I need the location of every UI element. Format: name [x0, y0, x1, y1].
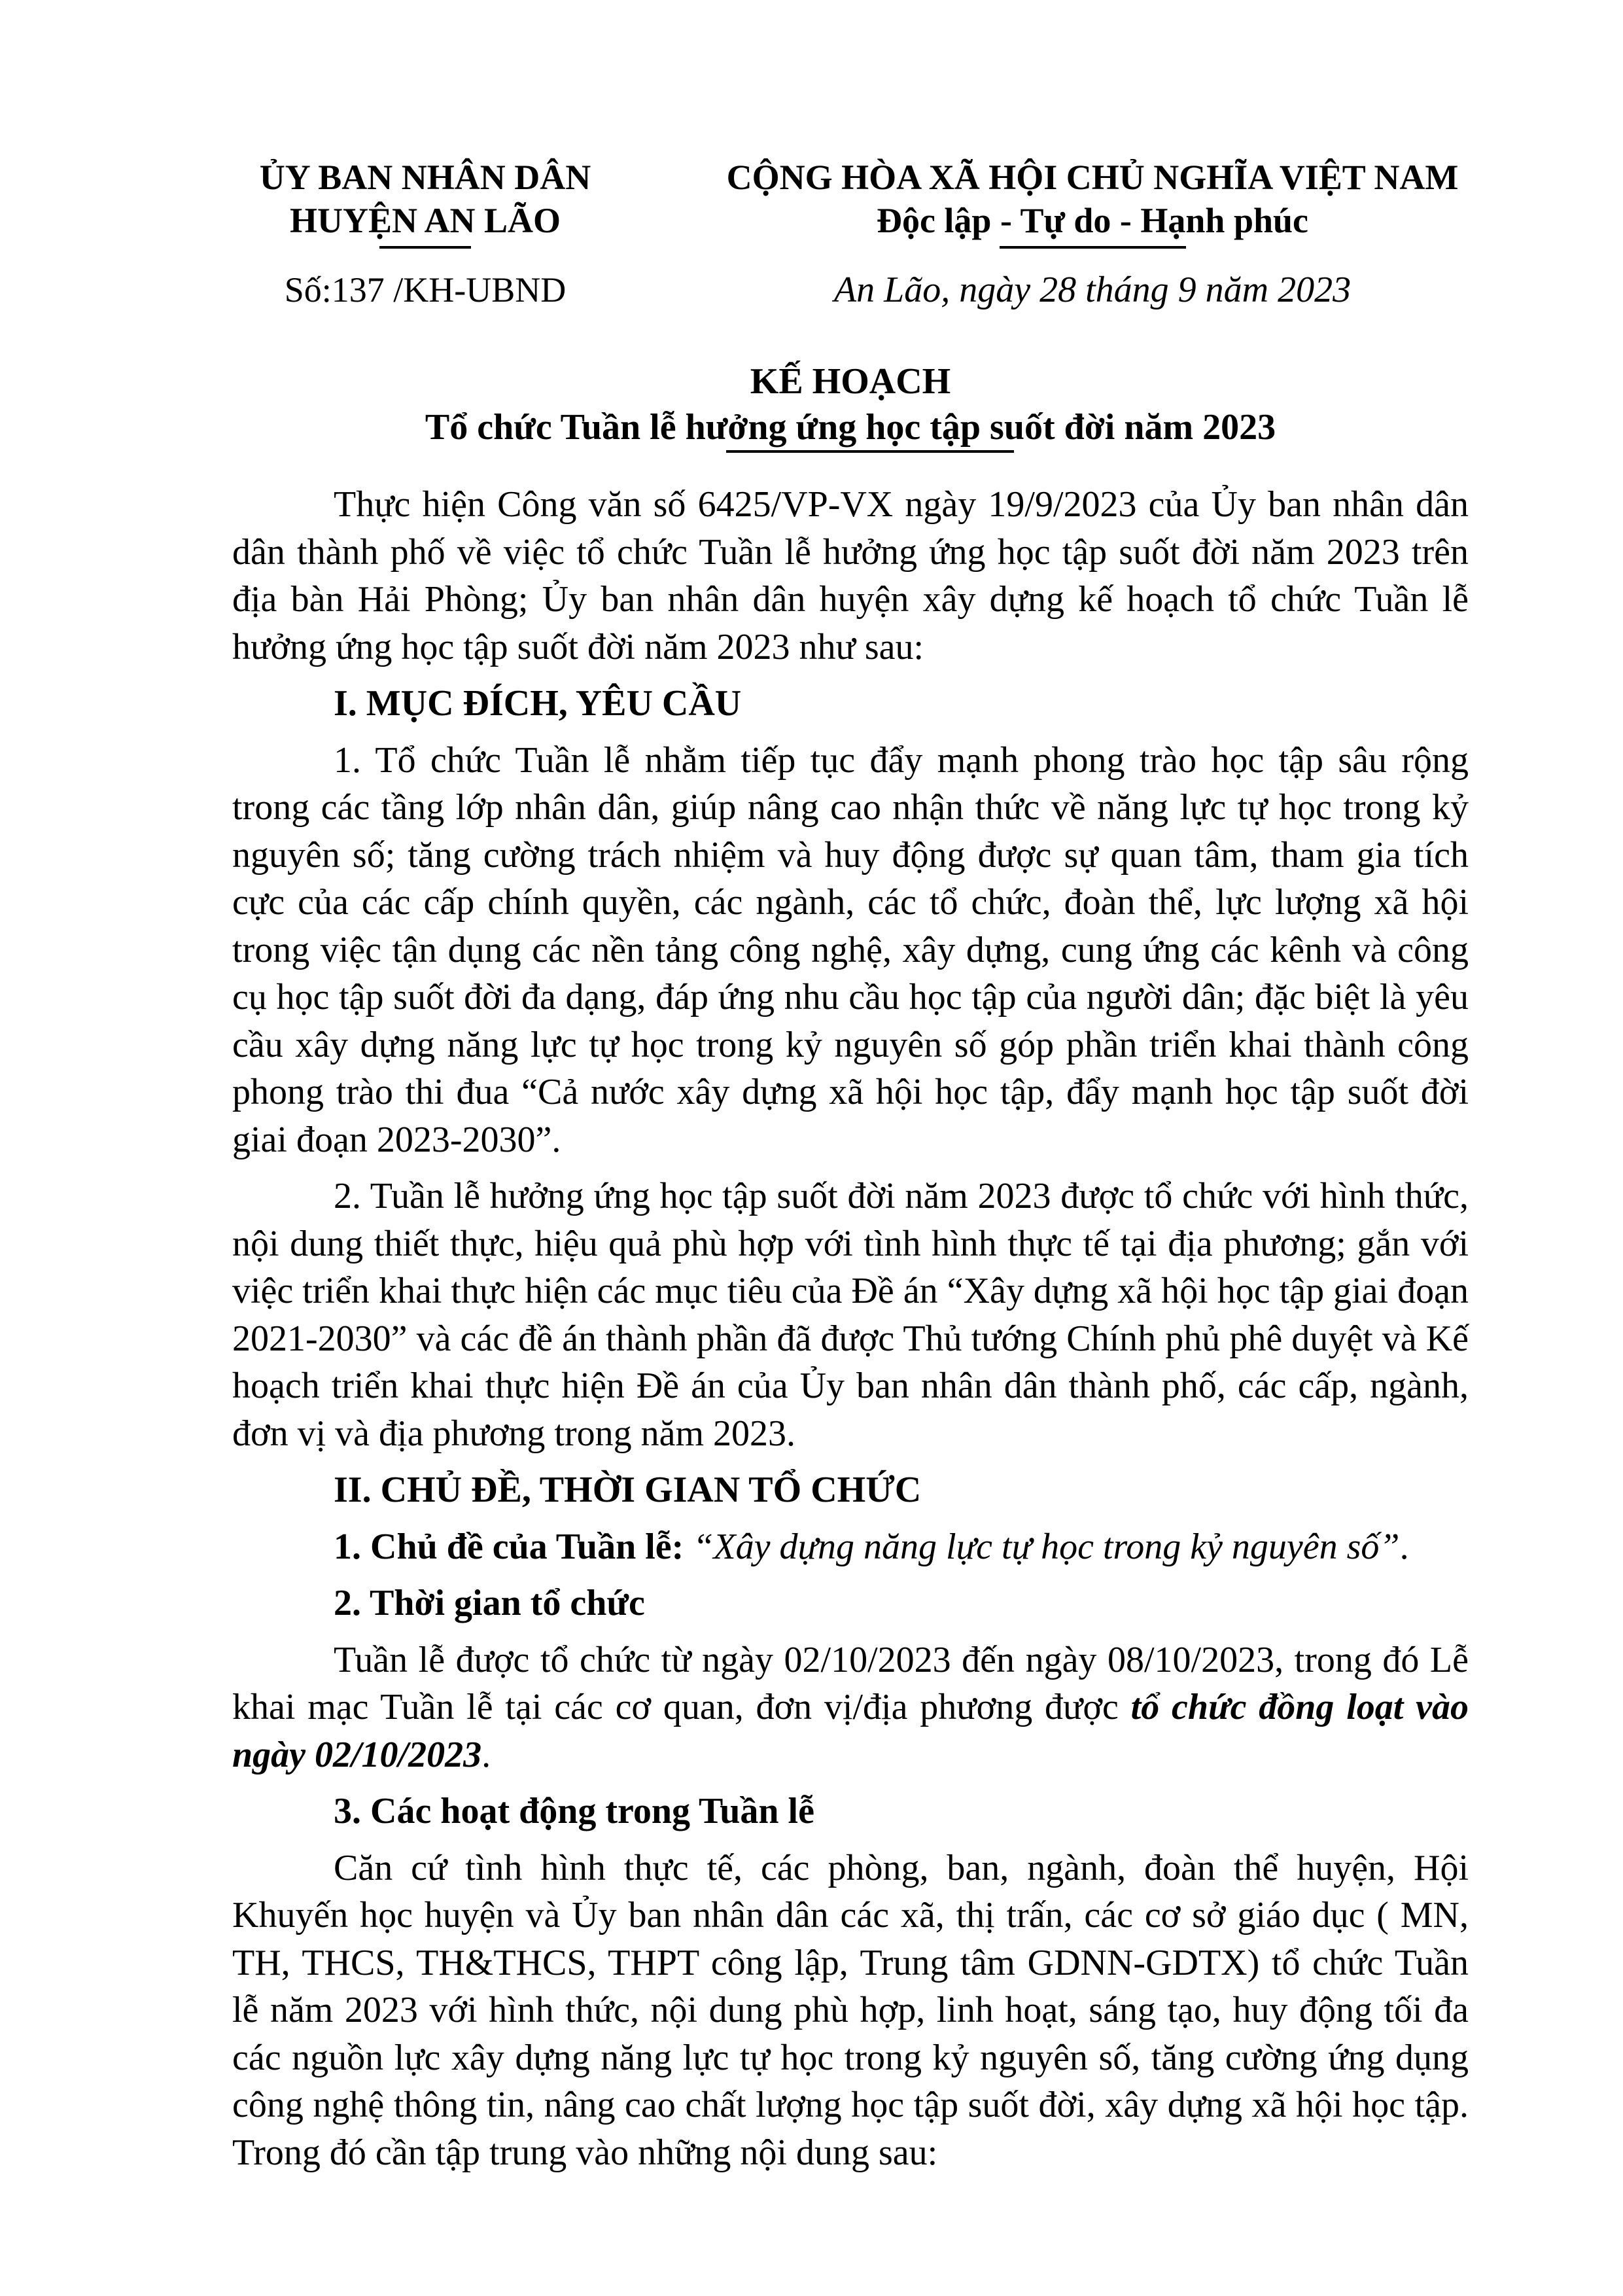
activities-heading: 3. Các hoạt động trong Tuần lễ	[334, 1791, 814, 1831]
time-emphasis: tổ chức đồng loạt vào ngày 02/10/2023	[232, 1687, 1469, 1775]
agency-divider	[379, 246, 471, 249]
section-2-heading: II. CHỦ ĐỀ, THỜI GIAN TỔ CHỨC	[334, 1470, 922, 1510]
section-1-item-2: 2. Tuần lễ hưởng ứng học tập suốt đời năm 2023 được tổ chức với hình thức, nội dung thiết thực, hiệu quả phù hợp với tình hình thực tế tại địa phương; gắn với việc triển khai thực hiện các mục tiêu của Đề án “Xây dựng xã hội học tập giai đoạn 2021-2030” và các đề án thành phần đã được Thủ tướng Chính phủ phê duyệt và Kế hoạch triển khai thực hiện Đề án của Ủy ban nhân dân thành phố, các cấp, ngành, đơn vị và địa phương trong năm 2023.	[232, 1176, 1469, 1454]
agency-line-2: HUYỆN AN LÃO	[289, 201, 561, 240]
agency-line-1: ỦY BAN NHÂN DÂN	[259, 158, 591, 197]
document-type: KẾ HOẠCH	[750, 361, 951, 402]
theme-end: .	[1399, 1526, 1409, 1567]
issuing-agency	[216, 156, 635, 249]
document-title	[232, 359, 1469, 455]
activities-paragraph: Căn cứ tình hình thực tế, các phòng, ban, ngành, đoàn thể huyện, Hội Khuyến học huyện và Ủy ban nhân dân các xã, thị trấn, các cơ sở giáo dục ( MN, TH, THCS, TH&THCS, THPT công lập, Trung tâm GDNN-GDTX) tổ chức Tuần lễ năm 2023 với hình thức, nội dung phù hợp, linh hoạt, sáng tạo, huy động tối đa các nguồn lực xây dựng năng lực tự học trong kỷ nguyên số, tăng cường ứng dụng công nghệ thông tin, nâng cao chất lượng học tập suốt đời, xây dựng xã hội học tập. Trong đó cần tập trung vào những nội dung sau:	[232, 1847, 1469, 2173]
document-subject: Tổ chức Tuần lễ hưởng ứng học tập suốt đời năm 2023	[425, 407, 1276, 448]
theme-paragraph	[232, 1523, 1469, 1571]
time-paragraph	[232, 1636, 1469, 1779]
theme-label: 1. Chủ đề của Tuần lễ:	[334, 1526, 684, 1567]
country-name: CỘNG HÒA XÃ HỘI CHỦ NGHĨA VIỆT NAM	[726, 158, 1459, 197]
title-underline-wrap	[232, 450, 1469, 455]
national-heading	[693, 156, 1492, 249]
time-text: Tuần lễ được tổ chức từ ngày 02/10/2023 đến ngày 08/10/2023, trong đó Lễ khai mạc Tuần lễ tại các cơ quan, đơn vị/địa phương được	[232, 1639, 1469, 1727]
section-1-item-1: 1. Tổ chức Tuần lễ nhằm tiếp tục đẩy mạnh phong trào học tập sâu rộng trong các tầng lớp nhân dân, giúp nâng cao nhận thức về năng lực tự học trong kỷ nguyên số; tăng cường trách nhiệm và huy động được sự quan tâm, tham gia tích cực của các cấp chính quyền, các ngành, các tổ chức, đoàn thể, lực lượng xã hội trong việc tận dụng các nền tảng công nghệ, xây dựng, cung ứng các kênh và công cụ học tập suốt đời đa dạng, đáp ứng nhu cầu học tập của người dân; đặc biệt là yêu cầu xây dựng năng lực tự học trong kỷ nguyên số góp phần triển khai thành công phong trào thi đua “Cả nước xây dựng xã hội học tập, đẩy mạnh học tập suốt đời giai đoạn 2023-2030”.	[232, 739, 1469, 1160]
section-1-heading: I. MỤC ĐÍCH, YÊU CẦU	[334, 683, 742, 724]
time-heading: 2. Thời gian tổ chức	[334, 1583, 645, 1623]
intro-paragraph: Thực hiện Công văn số 6425/VP-VX ngày 19/9/2023 của Ủy ban nhân dân dân thành phố về việc tổ chức Tuần lễ hưởng ứng học tập suốt đời năm 2023 trên địa bàn Hải Phòng; Ủy ban nhân dân huyện xây dựng kế hoạch tổ chức Tuần lễ hưởng ứng học tập suốt đời năm 2023 như sau:	[232, 484, 1469, 667]
document-body	[232, 481, 1469, 2185]
time-end: .	[481, 1734, 491, 1775]
title-divider	[726, 450, 1014, 453]
theme-value: “Xây dựng năng lực tự học trong kỷ nguyên số”	[693, 1526, 1400, 1567]
national-motto: Độc lập - Tự do - Hạnh phúc	[876, 201, 1309, 240]
motto-divider	[1000, 246, 1186, 249]
place-and-date: An Lão, ngày 28 tháng 9 năm 2023	[833, 270, 1352, 310]
document-number: Số:137 /KH-UBND	[284, 270, 567, 309]
